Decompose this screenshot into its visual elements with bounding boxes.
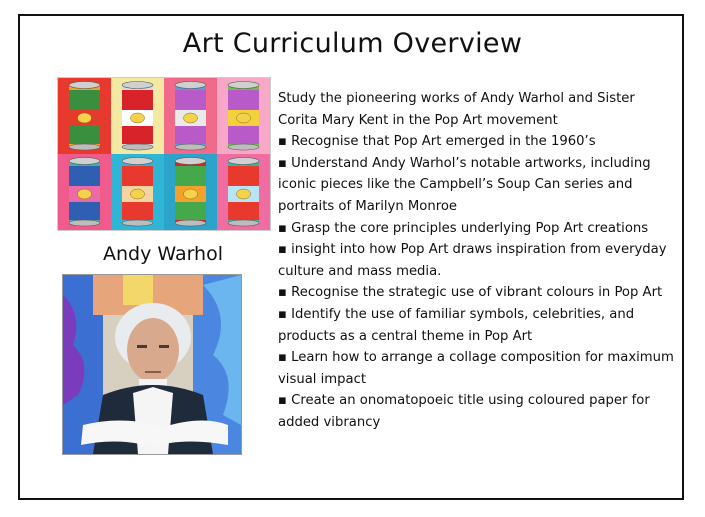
bullet-item: ▪ Create an onomatopoeic title using coloured paper for added vibrancy bbox=[278, 393, 650, 430]
bullet-item: ▪ Identify the use of familiar symbols, celebrities, and products as a central theme in Pop Art bbox=[278, 306, 635, 344]
soup-can-tile bbox=[111, 154, 164, 230]
curriculum-text bbox=[278, 88, 678, 434]
soup-can-tile bbox=[58, 78, 111, 154]
soup-can-tile bbox=[217, 154, 270, 230]
bullet-item: ▪ Grasp the core principles underlying Pop Art creations bbox=[278, 220, 649, 236]
bullet-item: ▪ Understand Andy Warhol’s notable artworks, including iconic pieces like the Campbell’s Soup Can series and portraits of Marilyn Monroe bbox=[278, 155, 651, 214]
bullet-item: ▪ Learn how to arrange a collage composition for maximum visual impact bbox=[278, 350, 674, 387]
soup-can-tile bbox=[111, 78, 164, 154]
soup-can-artwork bbox=[57, 77, 271, 231]
artist-caption: Andy Warhol bbox=[102, 243, 224, 265]
bullet-item: ▪ insight into how Pop Art draws inspiration from everyday culture and mass media. bbox=[278, 242, 667, 279]
bullet-item: ▪ Recognise the strategic use of vibrant colours in Pop Art bbox=[278, 285, 663, 301]
intro-paragraph: Study the pioneering works of Andy Warhol and Sister Corita Mary Kent in the Pop Art movement bbox=[278, 91, 635, 128]
soup-can-tile bbox=[164, 78, 217, 154]
bullet-item: ▪ Recognise that Pop Art emerged in the 1960’s bbox=[278, 134, 596, 150]
andy-warhol-portrait bbox=[62, 274, 242, 455]
soup-can-tile bbox=[217, 78, 270, 154]
bullet-list bbox=[278, 131, 678, 433]
soup-can-tile bbox=[58, 154, 111, 230]
soup-can-tile bbox=[164, 154, 217, 230]
page-title: Art Curriculum Overview bbox=[182, 28, 523, 59]
